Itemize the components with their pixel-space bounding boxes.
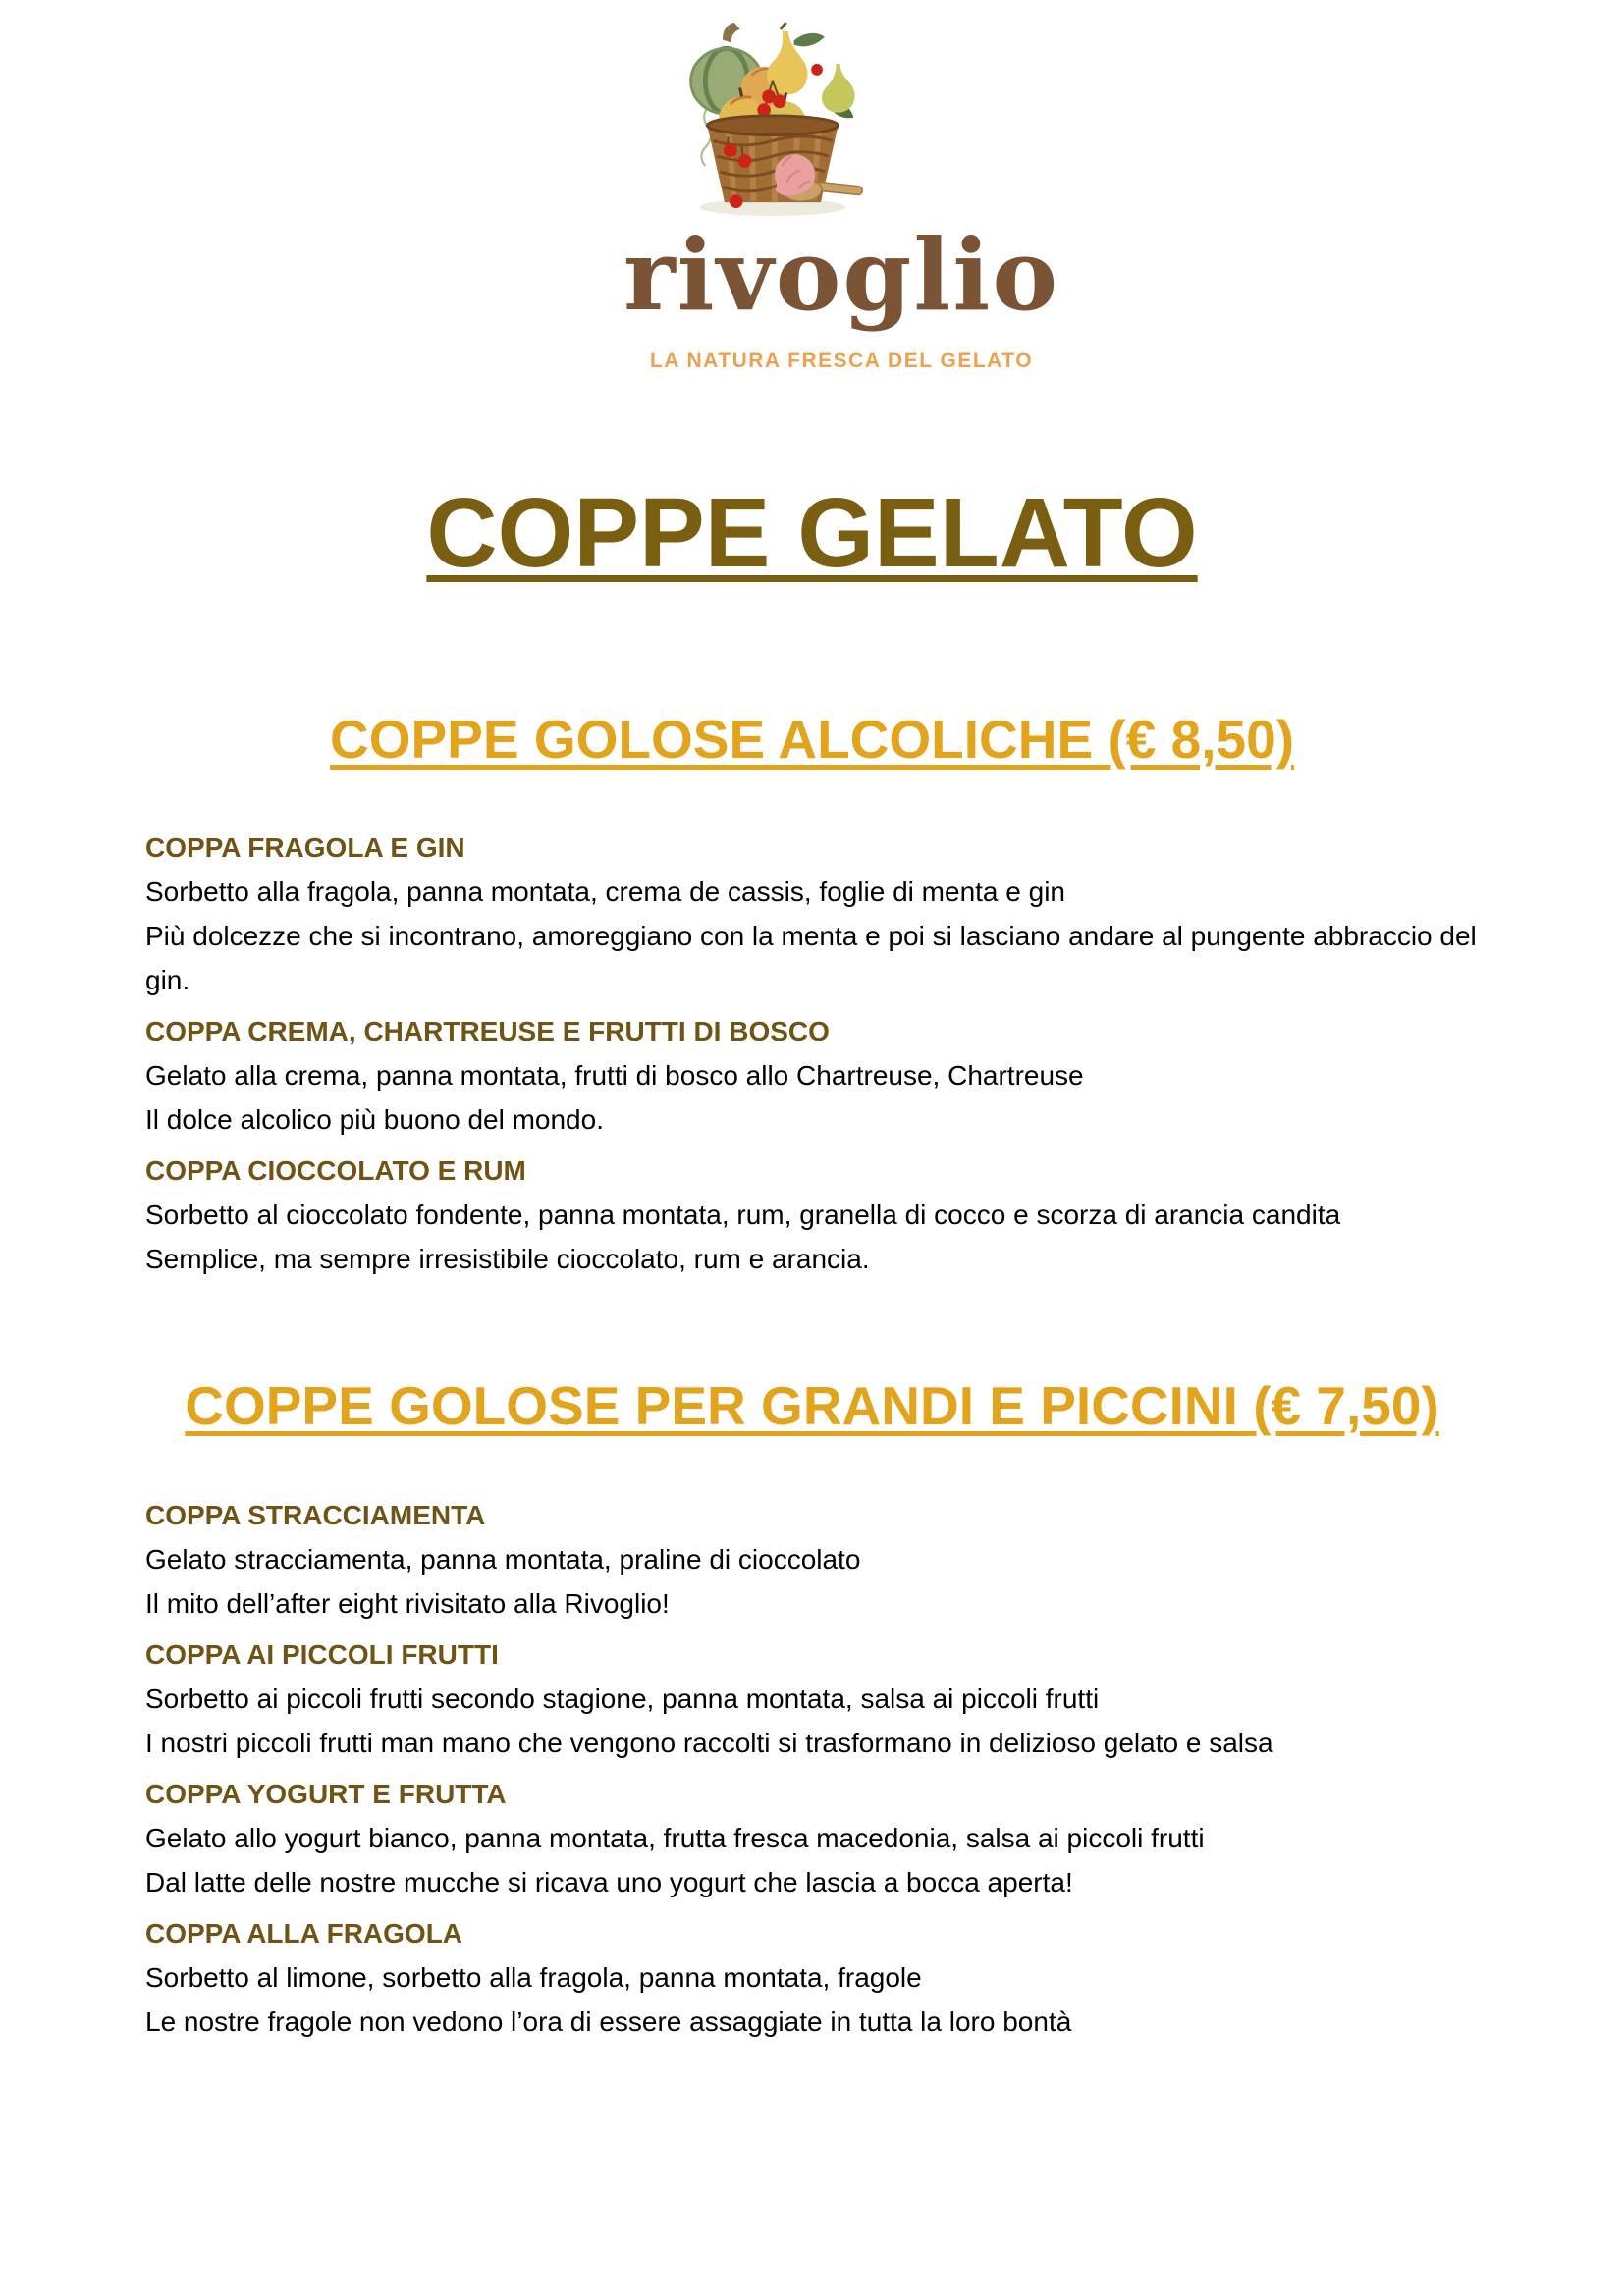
- item-description: Il mito dell’after eight rivisitato alla Rivoglio!: [145, 1587, 670, 1619]
- item-name: COPPA ALLA FRAGOLA: [145, 1917, 463, 1949]
- fruit-basket-icon: [675, 8, 867, 220]
- item-ingredients: Sorbetto al limone, sorbetto alla fragola, panna montata, fragole: [145, 1961, 922, 1993]
- section-alcoliche-items: [145, 826, 1483, 1281]
- item-name: COPPA CREMA, CHARTREUSE E FRUTTI DI BOSCO: [145, 1016, 830, 1047]
- section-heading-alcoliche: COPPE GOLOSE ALCOLICHE (€ 8,50): [329, 709, 1295, 770]
- menu-item: [145, 1148, 1483, 1281]
- menu-item: [145, 1009, 1483, 1142]
- item-ingredients: Sorbetto al cioccolato fondente, panna montata, rum, granella di cocco e scorza di arancia candita: [145, 1200, 1341, 1231]
- brand-tagline: LA NATURA FRESCA DEL GELATO: [649, 349, 1034, 372]
- brand-wordmark: rivoglio: [623, 217, 1060, 333]
- item-ingredients: Sorbetto ai piccoli frutti secondo stagione, panna montata, salsa ai piccoli frutti: [145, 1682, 1100, 1714]
- pear: [822, 64, 855, 113]
- logo-block: [611, 8, 1072, 373]
- menu-item: [145, 1772, 1483, 1904]
- leaf: [794, 33, 825, 46]
- menu-item: [145, 1632, 1483, 1765]
- item-ingredients: Gelato allo yogurt bianco, panna montata, frutta fresca macedonia, salsa ai piccoli frutti: [145, 1822, 1205, 1853]
- item-description: Il dolce alcolico più buono del mondo.: [145, 1104, 604, 1136]
- item-description: Le nostre fragole non vedono l’ora di essere assaggiate in tutta la loro bontà: [145, 2005, 1072, 2037]
- item-description: Semplice, ma sempre irresistibile cioccolato, rum e arancia.: [145, 1244, 870, 1275]
- item-name: COPPA FRAGOLA E GIN: [145, 832, 465, 864]
- item-name: COPPA AI PICCOLI FRUTTI: [145, 1638, 499, 1670]
- item-description: Più dolcezze che si incontrano, amoreggiano con la menta e poi si lasciano andare al pungente abbraccio del gin.: [145, 921, 1477, 996]
- item-name: COPPA YOGURT E FRUTTA: [145, 1778, 507, 1809]
- item-ingredients: Gelato stracciamenta, panna montata, praline di cioccolato: [145, 1543, 861, 1575]
- item-name: COPPA STRACCIAMENTA: [145, 1499, 486, 1530]
- item-description: Dal latte delle nostre mucche si ricava uno yogurt che lascia a bocca aperta!: [145, 1866, 1073, 1897]
- menu-item: [145, 1911, 1483, 2044]
- menu-item: [145, 826, 1483, 1002]
- menu-item: [145, 1493, 1483, 1626]
- item-ingredients: Sorbetto alla fragola, panna montata, crema de cassis, foglie di menta e gin: [145, 877, 1065, 908]
- item-ingredients: Gelato alla crema, panna montata, frutti di bosco allo Chartreuse, Chartreuse: [145, 1060, 1084, 1092]
- item-name: COPPA CIOCCOLATO E RUM: [145, 1155, 526, 1187]
- page-title: COPPE GELATO: [426, 478, 1198, 588]
- item-description: I nostri piccoli frutti man mano che vengono raccolti si trasformano in delizioso gelato e salsa: [145, 1727, 1273, 1758]
- section-heading-grandi-e-piccini: COPPE GOLOSE PER GRANDI E PICCINI (€ 7,50): [185, 1375, 1439, 1437]
- section-grandi-e-piccini-items: [145, 1493, 1483, 2044]
